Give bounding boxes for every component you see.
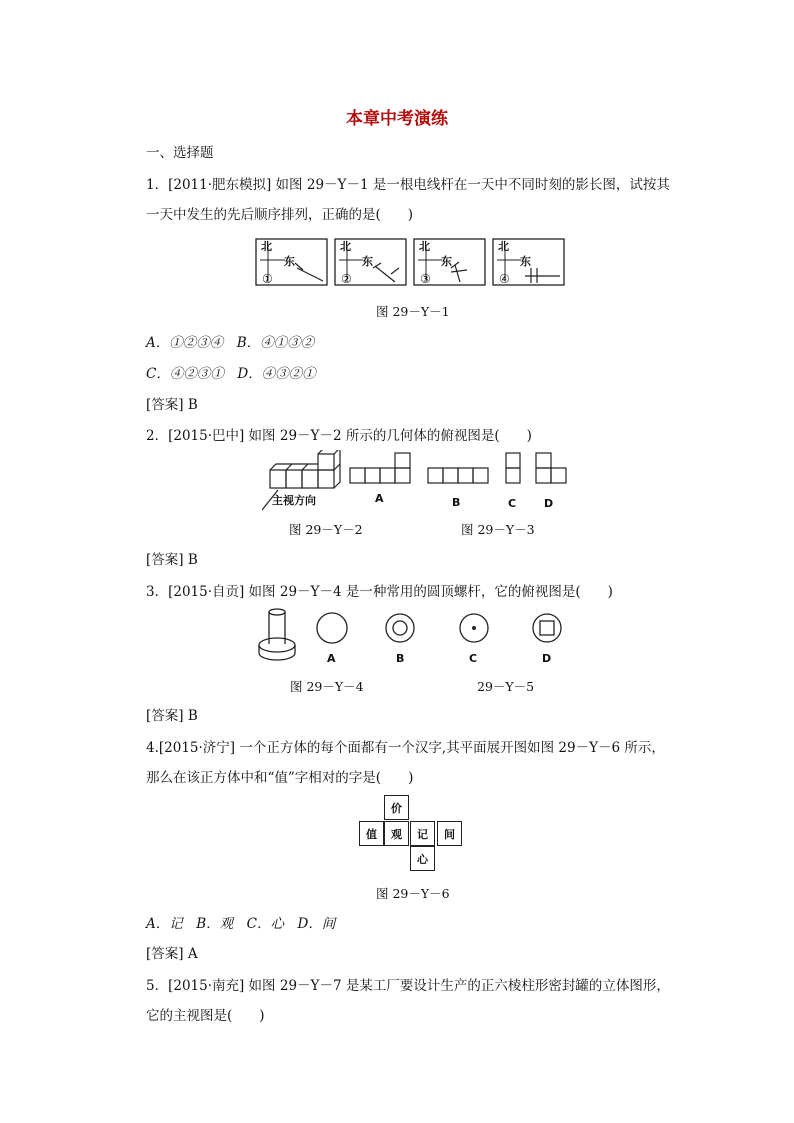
- cube-net: [359, 795, 465, 875]
- q2-text-line1: 2．[2015·巴中] 如图 29－Y－2 所示的几何体的俯视图是( ): [146, 428, 532, 444]
- option-a-label: A: [375, 492, 384, 505]
- q1-figure-shadow-diagrams: [255, 238, 567, 288]
- compass-east-label: 东: [284, 255, 295, 268]
- q4-text-line2: 那么在该正方体中和“值”字相对的字是( ): [146, 770, 414, 786]
- q3-figure-bolt-and-views: [255, 608, 567, 670]
- view-direction-label: 主视方向: [272, 494, 316, 507]
- option-c-label: C: [508, 497, 517, 510]
- net-cell-bottom: 心: [410, 846, 435, 871]
- compass-north-label: 北: [340, 240, 351, 253]
- diagram-label-3: ③: [420, 272, 431, 286]
- q4-options: A．记 B．观 C．心 D．间: [146, 916, 336, 932]
- diagram-label-1: ①: [262, 272, 273, 286]
- q2-figure-caption-right: 图 29－Y－3: [461, 522, 535, 537]
- q3-figure-caption-left: 图 29－Y－4: [290, 679, 364, 694]
- q3-text-line1: 3．[2015·自贡] 如图 29－Y－4 是一种常用的圆顶螺杆，它的俯视图是( ): [146, 584, 613, 600]
- option-d-label: D: [542, 652, 552, 665]
- net-cell: 值: [359, 821, 384, 846]
- page-title: 本章中考演练: [346, 109, 448, 129]
- compass-east-label: 东: [362, 255, 373, 268]
- q5-text-line2: 它的主视图是( ): [146, 1008, 265, 1024]
- section-heading: 一、选择题: [146, 145, 214, 161]
- net-cell-top: 价: [384, 795, 409, 820]
- option-b-label: B: [396, 652, 405, 665]
- q4-answer: [答案] A: [146, 946, 198, 962]
- q1-text-line1: 1．[2011·肥东模拟] 如图 29－Y－1 是一根电线杆在一天中不同时刻的影长图，试按其: [146, 177, 670, 193]
- option-a-label: A: [327, 652, 336, 665]
- diagram-label-2: ②: [341, 272, 352, 286]
- q3-answer: [答案] B: [146, 708, 198, 724]
- q5-text-line1: 5．[2015·南充] 如图 29－Y－7 是某工厂要设计生产的正六棱柱形密封罐的立体图形，: [146, 978, 670, 994]
- option-c-label: C: [469, 652, 478, 665]
- q1-options-line2: C．④②③① D．④③②①: [146, 366, 316, 382]
- compass-north-label: 北: [261, 240, 272, 253]
- option-b-label: B: [452, 496, 461, 509]
- q1-figure-caption: 图 29－Y－1: [376, 304, 450, 319]
- q4-figure-caption: 图 29－Y－6: [376, 886, 450, 901]
- net-cell: 观: [384, 821, 409, 846]
- option-d-label: D: [544, 497, 554, 510]
- net-cell: 记: [410, 821, 435, 846]
- compass-east-label: 东: [441, 255, 452, 268]
- q2-figure-caption-left: 图 29－Y－2: [289, 522, 363, 537]
- q2-figure-solid-and-views: [262, 450, 572, 518]
- compass-north-label: 北: [419, 240, 430, 253]
- compass-east-label: 东: [520, 255, 531, 268]
- q2-answer: [答案] B: [146, 552, 198, 568]
- q1-answer: [答案] B: [146, 397, 198, 413]
- q1-text-line2: 一天中发生的先后顺序排列，正确的是( ): [146, 207, 414, 223]
- diagram-label-4: ④: [499, 272, 510, 286]
- q1-options-line1: A．①②③④ B．④①③②: [146, 335, 315, 351]
- compass-north-label: 北: [498, 240, 509, 253]
- net-cell: 间: [437, 821, 462, 846]
- q4-text-line1: 4.[2015·济宁] 一个正方体的每个面都有一个汉字,其平面展开图如图 29－Y－6 所示，: [146, 740, 665, 756]
- q3-figure-caption-right: 29－Y－5: [477, 679, 535, 694]
